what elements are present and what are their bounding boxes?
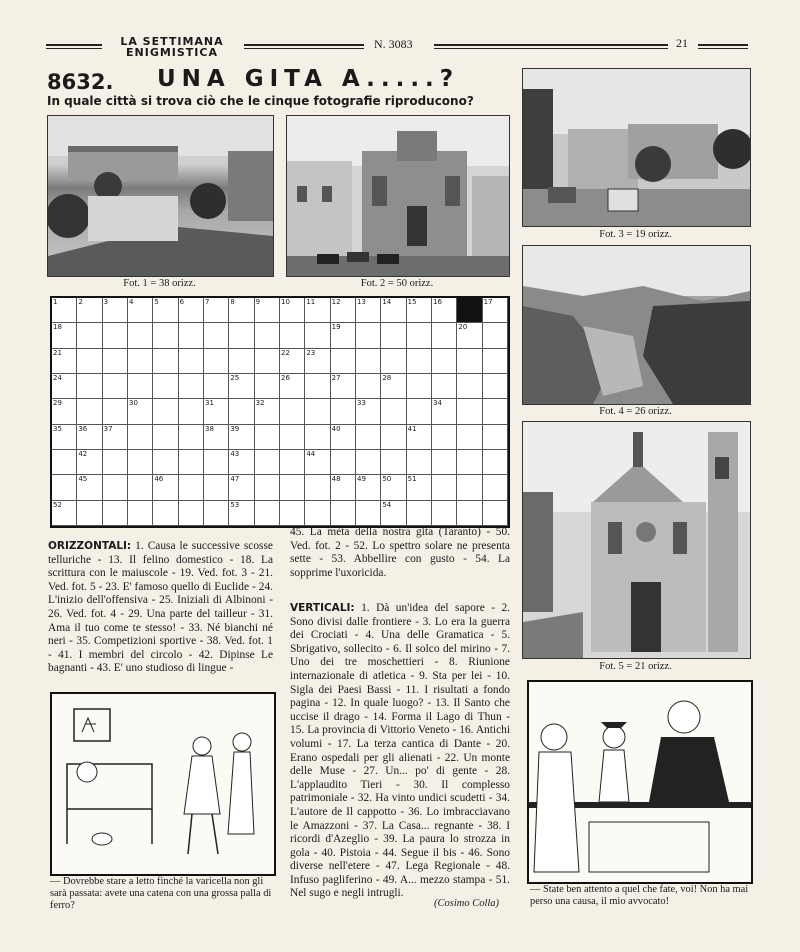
puzzle-subtitle: In quale città si trova ciò che le cinque fotografie riproducono? — [47, 94, 474, 108]
grid-cell[interactable] — [204, 450, 229, 475]
grid-cell-number: 38 — [205, 424, 214, 433]
grid-cell-number: 29 — [53, 399, 62, 408]
grid-cell[interactable] — [331, 399, 356, 424]
photo-5-drawing — [523, 422, 750, 658]
grid-cell-number: 33 — [357, 399, 366, 408]
grid-cell[interactable] — [432, 475, 457, 500]
grid-cell[interactable] — [103, 399, 128, 424]
grid-cell[interactable] — [77, 450, 102, 475]
grid-cell[interactable] — [255, 450, 280, 475]
grid-cell[interactable] — [103, 450, 128, 475]
grid-cell[interactable] — [280, 450, 305, 475]
grid-cell[interactable] — [204, 399, 229, 424]
grid-cell[interactable] — [204, 298, 229, 323]
grid-cell-number: 18 — [53, 323, 62, 332]
grid-cell[interactable] — [381, 298, 406, 323]
grid-cell[interactable] — [77, 399, 102, 424]
grid-cell-number: 4 — [129, 298, 134, 306]
grid-cell[interactable] — [305, 425, 330, 450]
grid-cell[interactable] — [280, 425, 305, 450]
grid-cell[interactable] — [128, 501, 153, 526]
cartoon-1-caption: — Dovrebbe stare a letto finché la varicella non gli sarà passata: avete una catena con una grossa palla di ferro? — [50, 876, 272, 911]
grid-cell[interactable] — [77, 323, 102, 348]
grid-cell[interactable] — [179, 501, 204, 526]
grid-cell[interactable] — [153, 425, 178, 450]
grid-cell[interactable] — [153, 399, 178, 424]
grid-cell[interactable] — [128, 450, 153, 475]
grid-cell-number: 48 — [331, 475, 341, 484]
grid-cell[interactable] — [305, 349, 330, 374]
grid-cell[interactable] — [153, 323, 178, 348]
grid-cell[interactable] — [331, 298, 356, 323]
grid-cell[interactable] — [305, 374, 330, 399]
grid-cell[interactable] — [483, 450, 508, 475]
grid-cell[interactable] — [483, 501, 508, 526]
grid-cell[interactable] — [255, 501, 280, 526]
grid-cell[interactable] — [356, 501, 381, 526]
grid-cell-number: 17 — [483, 298, 493, 306]
grid-cell[interactable] — [483, 399, 508, 424]
masthead — [108, 36, 236, 58]
header-rule-mid2 — [434, 44, 668, 49]
grid-cell[interactable] — [432, 399, 457, 424]
grid-cell[interactable] — [255, 298, 280, 323]
grid-cell[interactable] — [103, 374, 128, 399]
grid-cell[interactable] — [407, 298, 432, 323]
crossword-grid — [50, 296, 510, 528]
grid-cell[interactable] — [153, 298, 178, 323]
grid-cell[interactable] — [432, 349, 457, 374]
grid-cell-number: 44 — [306, 450, 316, 458]
grid-cell-number: 45 — [78, 475, 88, 484]
grid-cell[interactable] — [179, 450, 204, 475]
grid-cell[interactable] — [52, 450, 77, 475]
grid-cell-number: 40 — [331, 424, 341, 433]
grid-cell[interactable] — [432, 374, 457, 399]
grid-cell-number: 27 — [331, 374, 341, 382]
grid-cell[interactable] — [255, 475, 280, 500]
puzzle-title: UNA GITA A.....? — [157, 66, 460, 92]
grid-cell[interactable] — [457, 349, 482, 374]
grid-cell[interactable] — [457, 399, 482, 424]
grid-cell[interactable] — [204, 425, 229, 450]
grid-cell-number: 24 — [53, 374, 62, 382]
grid-cell-number: 2 — [78, 298, 83, 306]
grid-cell[interactable] — [305, 298, 330, 323]
photo-5-caption: Fot. 5 = 21 orizz. — [599, 661, 672, 672]
grid-cell[interactable] — [305, 399, 330, 424]
grid-cell-number: 1 — [53, 298, 58, 306]
grid-cell[interactable] — [407, 425, 432, 450]
grid-cell-number: 12 — [331, 298, 341, 306]
grid-cell[interactable] — [407, 323, 432, 348]
grid-cell[interactable] — [229, 298, 254, 323]
grid-cell[interactable] — [229, 501, 254, 526]
grid-cell[interactable] — [407, 450, 432, 475]
grid-cell[interactable] — [77, 425, 102, 450]
grid-cell[interactable] — [305, 323, 330, 348]
cartoon-2-caption: — State ben attento a quel che fate, voi! Non ha mai perso una causa, il mio avvocato! — [530, 884, 749, 907]
grid-cell[interactable] — [457, 475, 482, 500]
grid-cell[interactable] — [356, 349, 381, 374]
grid-cell[interactable] — [381, 425, 406, 450]
grid-cell[interactable] — [103, 323, 128, 348]
grid-cell[interactable] — [179, 475, 204, 500]
grid-cell[interactable] — [356, 323, 381, 348]
grid-cell[interactable] — [179, 298, 204, 323]
header-rule-left — [46, 44, 102, 49]
grid-cell[interactable] — [229, 349, 254, 374]
author-signature: (Cosimo Colla) — [434, 898, 500, 909]
grid-cell[interactable] — [103, 475, 128, 500]
grid-cell[interactable] — [331, 349, 356, 374]
grid-cell[interactable] — [255, 399, 280, 424]
grid-cell[interactable] — [356, 450, 381, 475]
grid-cell[interactable] — [305, 475, 330, 500]
clues-orizzontali — [48, 540, 273, 676]
grid-cell-number: 8 — [230, 298, 235, 306]
grid-cell-number: 36 — [78, 424, 88, 433]
grid-cell[interactable] — [204, 349, 229, 374]
grid-cell[interactable] — [255, 425, 280, 450]
verticali-heading: VERTICALI: — [290, 602, 355, 614]
grid-cell[interactable] — [179, 349, 204, 374]
grid-cell[interactable] — [52, 374, 77, 399]
puzzle-number: 8632. — [47, 70, 114, 94]
grid-cell[interactable] — [483, 323, 508, 348]
grid-cell-number: 26 — [281, 374, 290, 382]
photo-4-caption: Fot. 4 = 26 orizz. — [599, 406, 672, 417]
grid-cell[interactable] — [280, 349, 305, 374]
grid-cell-number: 11 — [306, 298, 316, 306]
grid-cell-number: 16 — [433, 298, 442, 306]
grid-cell[interactable] — [457, 501, 482, 526]
grid-cell[interactable] — [432, 450, 457, 475]
grid-cell[interactable] — [128, 374, 153, 399]
grid-cell[interactable] — [77, 349, 102, 374]
grid-cell-number: 35 — [53, 424, 62, 433]
grid-cell-number: 50 — [382, 475, 392, 484]
grid-cell[interactable] — [280, 298, 305, 323]
grid-cell[interactable] — [128, 475, 153, 500]
grid-cell[interactable] — [280, 475, 305, 500]
grid-cell[interactable] — [229, 425, 254, 450]
grid-cell-number: 20 — [458, 323, 468, 332]
grid-cell[interactable] — [331, 475, 356, 500]
grid-cell[interactable] — [153, 349, 178, 374]
grid-cell-number: 41 — [407, 424, 417, 433]
grid-cell[interactable] — [356, 475, 381, 500]
grid-cell-number: 5 — [154, 298, 159, 306]
grid-cell-number: 22 — [281, 348, 290, 357]
grid-cell-number: 32 — [255, 399, 265, 408]
grid-cell[interactable] — [229, 323, 254, 348]
grid-cell[interactable] — [179, 323, 204, 348]
issue-number: N. 3083 — [374, 37, 413, 51]
grid-cell[interactable] — [52, 399, 77, 424]
cartoon-2-bar — [527, 680, 753, 884]
cartoon-2-drawing — [529, 682, 751, 882]
photo-2-drawing — [287, 116, 509, 276]
grid-cell[interactable] — [280, 323, 305, 348]
grid-cell[interactable] — [483, 374, 508, 399]
verticali-text: 1. Dà un'idea del sapore - 2. Sono divisi dalle frontiere - 3. Lo era la guerra dei Crociati - 4. Una delle Gramatica - 5. Sbrigativo, sollecito - 6. Il solco del mirino - 7. Uno dei tre moschettieri - 8. Riunione internazionale di atletica - 9. Sta per lei - 10. Sigla dei Paesi Bassi - 11. I risultati a fondo pagina - 12. In quale luogo? - 13. Il Santo che uccise il drago - 14. Forma il Lago di Thun - 15. La provincia di Vittorio Veneto - 16. Antichi volumi - 17. La terza cantica di Dante - 20. Erano ospedali per gli alienati - 22. Un monte delle Muse - 27. Un... po' di gente - 28. L'applaudito Tieri - 30. Il complesso patrimoniale - 32. Ha vinto undici scudetti - 34. L'autore de Il cappotto - 36. Lo imbracciavano le Amazzoni - 37. La Casa... regnante - 38. I ricordi d'Azeglio - 39. La paura lo strozza in gola - 40. Pistoia - 44. Segue il bis - 46. Sono diverse nell'etere - 47. Lega Regionale - 48. Infuso pagliferino - 49. A... mezzo stampa - 51. Nel sugo e negli intrugli. — [290, 602, 510, 900]
grid-cell[interactable] — [407, 475, 432, 500]
grid-cell[interactable] — [77, 298, 102, 323]
grid-cell[interactable] — [153, 374, 178, 399]
grid-cell-number: 31 — [205, 399, 214, 408]
grid-cell[interactable] — [457, 374, 482, 399]
orizzontali-text: 1. Causa le successive scosse telluriche - 13. Il felino domestico - 18. La scrittura con le maiuscole - 19. Ved. fot. 3 - 21. Ved. fot. 5 - 23. E' famoso quello di Euclide - 24. L'inizio dell'offensiva - 25. Iniziali di Albinoni - 26. Ved. fot. 4 - 29. Una parte del tailleur - 31. Ama il tuo come te stesso! - 33. Né bianchi né neri - 35. Competizioni sportive - 38. Ved. fot. 1 - 41. I membri del circolo - 42. Dipinse Le bagnanti - 43. E' uno studioso di lingue - — [48, 540, 273, 675]
grid-cell[interactable] — [179, 374, 204, 399]
photo-2-church-facade — [286, 115, 510, 277]
photo-5-cathedral — [522, 421, 751, 659]
grid-cell[interactable] — [153, 450, 178, 475]
grid-cell[interactable] — [280, 374, 305, 399]
grid-cell-number: 13 — [357, 298, 366, 306]
grid-cell[interactable] — [381, 374, 406, 399]
grid-cell[interactable] — [331, 501, 356, 526]
photo-2-caption: Fot. 2 = 50 orizz. — [360, 278, 434, 289]
grid-cell[interactable] — [204, 374, 229, 399]
grid-cell[interactable] — [77, 374, 102, 399]
grid-cell[interactable] — [407, 501, 432, 526]
photo-4-drawing — [523, 246, 750, 404]
photo-1-drawing — [48, 116, 273, 276]
grid-cell[interactable] — [128, 425, 153, 450]
grid-cell[interactable] — [381, 475, 406, 500]
header-rule-right — [698, 44, 748, 49]
photo-3-drawing — [523, 69, 750, 226]
grid-cell[interactable] — [52, 475, 77, 500]
grid-cell[interactable] — [331, 450, 356, 475]
grid-cell[interactable] — [77, 475, 102, 500]
grid-cell-number: 6 — [179, 298, 185, 306]
grid-cell-number: 39 — [230, 424, 240, 433]
photo-3-caption: Fot. 3 = 19 orizz. — [599, 229, 672, 240]
grid-cell-number: 28 — [382, 374, 392, 382]
grid-cell[interactable] — [356, 298, 381, 323]
grid-cell[interactable] — [52, 501, 77, 526]
grid-cell[interactable] — [483, 298, 508, 323]
masthead-line2: ENIGMISTICA — [126, 46, 218, 59]
grid-cell-number: 53 — [230, 500, 240, 509]
grid-cell-number: 9 — [255, 298, 261, 306]
grid-cell-number: 7 — [205, 298, 210, 306]
grid-cell[interactable] — [77, 501, 102, 526]
grid-cell[interactable] — [128, 399, 153, 424]
orizzontali-heading: ORIZZONTALI: — [48, 540, 132, 552]
grid-cell[interactable] — [179, 425, 204, 450]
grid-cell-number: 42 — [78, 450, 88, 458]
grid-cell-number: 10 — [281, 298, 290, 306]
grid-cell-number: 19 — [331, 323, 341, 332]
grid-cell[interactable] — [153, 501, 178, 526]
grid-cell[interactable] — [229, 475, 254, 500]
grid-cell[interactable] — [128, 298, 153, 323]
photo-3-street — [522, 68, 751, 227]
masthead-line1: LA SETTIMANA — [120, 35, 224, 48]
grid-cell[interactable] — [52, 349, 77, 374]
grid-cell-number: 51 — [407, 475, 417, 484]
grid-cell[interactable] — [103, 425, 128, 450]
grid-cell[interactable] — [305, 501, 330, 526]
grid-cell[interactable] — [381, 399, 406, 424]
grid-cell-number: 21 — [53, 348, 62, 357]
grid-cell[interactable] — [407, 399, 432, 424]
grid-cell[interactable] — [305, 450, 330, 475]
grid-cell[interactable] — [204, 475, 229, 500]
grid-cell[interactable] — [153, 475, 178, 500]
grid-cell[interactable] — [204, 323, 229, 348]
grid-black-cell — [457, 298, 482, 323]
grid-cell[interactable] — [128, 349, 153, 374]
grid-cell[interactable] — [103, 298, 128, 323]
cartoon-1-bedroom — [50, 692, 276, 876]
grid-cell[interactable] — [255, 323, 280, 348]
grid-cell-number: 30 — [129, 399, 138, 408]
grid-cell[interactable] — [229, 399, 254, 424]
grid-cell[interactable] — [483, 425, 508, 450]
grid-cell[interactable] — [229, 450, 254, 475]
grid-cell[interactable] — [204, 501, 229, 526]
grid-cell[interactable] — [255, 374, 280, 399]
grid-cell[interactable] — [407, 374, 432, 399]
grid-cell[interactable] — [381, 323, 406, 348]
photo-1-piazza — [47, 115, 274, 277]
grid-cell[interactable] — [52, 298, 77, 323]
grid-cell[interactable] — [457, 323, 482, 348]
grid-cell[interactable] — [457, 450, 482, 475]
clues-verticali — [290, 602, 510, 901]
grid-cell-number: 46 — [154, 475, 164, 484]
grid-cell-number: 14 — [382, 298, 392, 306]
grid-cell[interactable] — [255, 349, 280, 374]
grid-cell-number: 25 — [230, 374, 240, 382]
grid-cell-number: 49 — [357, 475, 366, 484]
photo-1-caption: Fot. 1 = 38 orizz. — [123, 278, 196, 289]
grid-cell-number: 43 — [230, 450, 240, 458]
grid-cell[interactable] — [280, 399, 305, 424]
grid-cell[interactable] — [331, 323, 356, 348]
grid-cell-number: 37 — [103, 424, 113, 433]
grid-cell-number: 54 — [382, 500, 392, 509]
grid-cell-number: 3 — [103, 298, 109, 306]
grid-cell[interactable] — [432, 323, 457, 348]
grid-cell-number: 47 — [230, 475, 240, 484]
page-number: 21 — [676, 36, 688, 50]
grid-cell[interactable] — [103, 349, 128, 374]
grid-cell-number: 15 — [407, 298, 417, 306]
orizzontali-cont-text: 45. La mèta della nostra gita (Taranto) - 50. Ved. fot. 2 - 52. Lo spettro solare ne presenta sette - 53. Abbellire con gusto - 54. La sopprime l'uxoricida. — [290, 526, 510, 579]
grid-cell[interactable] — [280, 501, 305, 526]
grid-cell[interactable] — [356, 399, 381, 424]
grid-cell[interactable] — [483, 475, 508, 500]
grid-cell[interactable] — [179, 399, 204, 424]
grid-cell[interactable] — [128, 323, 153, 348]
grid-cell[interactable] — [381, 501, 406, 526]
clues-orizzontali-continued — [290, 526, 510, 580]
grid-cell[interactable] — [229, 374, 254, 399]
grid-cell[interactable] — [52, 425, 77, 450]
grid-cell-number: 34 — [433, 399, 442, 408]
grid-cell[interactable] — [432, 501, 457, 526]
grid-cell-number: 52 — [53, 500, 62, 509]
grid-cell[interactable] — [356, 425, 381, 450]
grid-cell[interactable] — [432, 298, 457, 323]
header-rule-mid1 — [244, 44, 364, 49]
grid-cell[interactable] — [381, 450, 406, 475]
grid-cell[interactable] — [103, 501, 128, 526]
grid-cell[interactable] — [381, 349, 406, 374]
grid-cell[interactable] — [356, 374, 381, 399]
grid-cell[interactable] — [457, 425, 482, 450]
grid-cell-number: 23 — [306, 348, 316, 357]
grid-cell[interactable] — [331, 374, 356, 399]
cartoon-1-drawing — [52, 694, 274, 874]
grid-cell[interactable] — [407, 349, 432, 374]
grid-cell[interactable] — [483, 349, 508, 374]
grid-cell[interactable] — [432, 425, 457, 450]
photo-4-ravine — [522, 245, 751, 405]
grid-cell[interactable] — [52, 323, 77, 348]
grid-cell[interactable] — [331, 425, 356, 450]
